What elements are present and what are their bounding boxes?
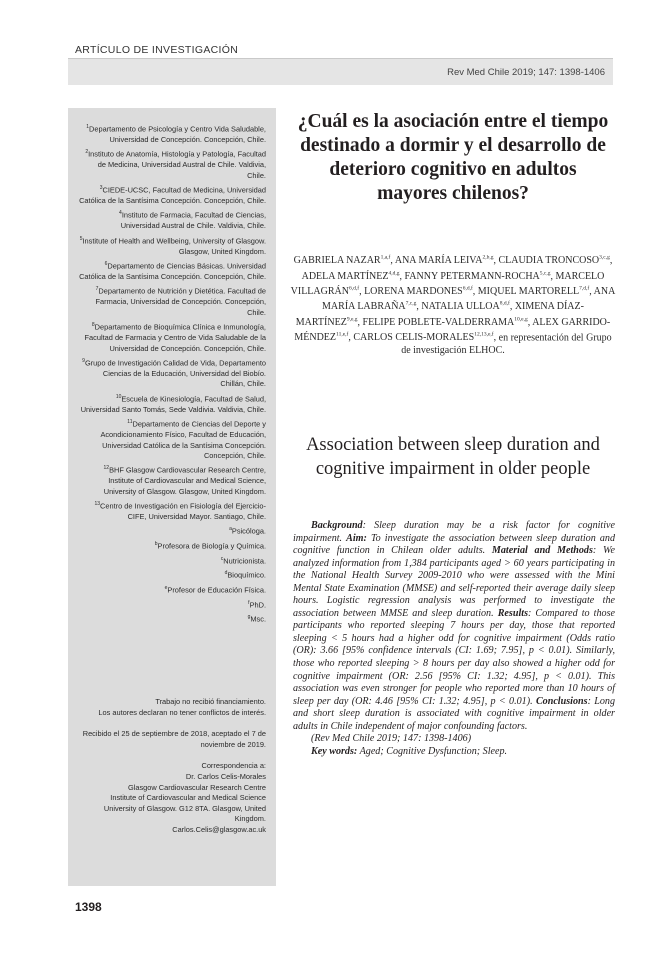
section-label: ARTÍCULO DE INVESTIGACIÓN bbox=[75, 44, 239, 56]
authors-suffix: en representación del Grupo de investigación ELHOC. bbox=[401, 331, 612, 356]
methods-text: : We analyzed information from 1,384 participants aged > 60 years participating in the National Health Survey 2009-2010 who were assessed with the Mini Mental State Examination (MMSE) and self-reported their average daily sleep hours. Logistic regression analysis was performed to investigate the association between MMSE and sleep duration. bbox=[293, 545, 615, 619]
author-affiliation-marker: 3,c,g bbox=[599, 255, 610, 261]
affiliation-text: Bioquímico. bbox=[227, 570, 266, 580]
affiliation-text: Profesora de Biología y Química. bbox=[157, 541, 266, 551]
affiliation-item bbox=[78, 554, 266, 567]
affiliation-text: Departamento de Bioquímica Clínica e Inmunología, Facultad de Farmacia y Centro de Vida Saludable de la Universidad de Concepción. Concepción, Chile. bbox=[84, 322, 266, 353]
affiliation-text: Psicóloga. bbox=[231, 526, 266, 536]
english-title: Association between sleep duration and cognitive impairment in older people bbox=[306, 435, 600, 479]
affiliation-marker: 4 bbox=[119, 210, 122, 217]
author-separator: , bbox=[359, 285, 365, 297]
author-affiliation-marker: 7,c,g bbox=[405, 300, 417, 307]
article-notes bbox=[78, 697, 266, 836]
author-name: FELIPE POBLETE-VALDERRAMA bbox=[362, 316, 515, 328]
affiliation-item bbox=[78, 612, 266, 625]
author-name: ANA MARÍA LEIVA bbox=[394, 255, 483, 267]
correspondence-center: Glasgow Cardiovascular Research Centre bbox=[127, 782, 266, 792]
author-affiliation-marker: 5,c,g bbox=[539, 270, 551, 277]
affiliation-item bbox=[78, 284, 266, 318]
author-separator: , bbox=[472, 285, 478, 297]
affiliation-marker: d bbox=[224, 570, 228, 577]
affiliation-marker: e bbox=[164, 585, 168, 592]
affiliation-item bbox=[78, 122, 266, 146]
affiliation-text: Centro de Investigación en Fisiología del Ejercicio-CIFE, Universidad Mayor. Santiago, Chile. bbox=[100, 501, 266, 522]
author-name: ALEX GARRIDO-MÉNDEZ bbox=[294, 316, 611, 343]
author-affiliation-marker: 7,d,f bbox=[579, 285, 590, 292]
affiliation-marker: b bbox=[154, 541, 158, 548]
background-label: Background bbox=[311, 520, 363, 531]
spanish-title: ¿Cuál es la asociación entre el tiempo destinado a dormir y el desarrollo de deterioro cognitivo en adultos mayores chilenos? bbox=[297, 111, 609, 204]
keywords-label: Key words: bbox=[311, 745, 358, 757]
affiliation-item bbox=[78, 583, 266, 596]
affiliation-marker: g bbox=[247, 614, 251, 621]
affiliation-marker: 6 bbox=[104, 260, 108, 267]
affiliation-marker: 1 bbox=[86, 124, 90, 130]
journal-reference: Rev Med Chile 2019; 147: 1398-1406 bbox=[447, 67, 605, 78]
affiliation-item bbox=[78, 147, 266, 181]
affiliation-marker: 12 bbox=[103, 465, 110, 472]
affiliation-text: Departamento de Ciencias del Deporte y Acondicionamiento Físico, Facultad de Educación, Universidad Católica de la Santísima Concepción. Concepción, Chile. bbox=[100, 419, 266, 461]
correspondence-institute: Institute of Cardiovascular and Medical Science bbox=[110, 793, 266, 803]
affiliation-marker: 5 bbox=[79, 235, 83, 242]
author-affiliation-marker: 1,a,f bbox=[380, 255, 391, 261]
affiliation-text: CIEDE-UCSC, Facultad de Medicina, Universidad Católica de la Santísima Concepción. Concepción, Chile. bbox=[79, 185, 266, 206]
author-separator: , bbox=[493, 255, 499, 267]
author-separator: , bbox=[527, 316, 533, 328]
affiliation-text: Instituto de Farmacia, Facultad de Ciencias, Universidad Austral de Chile. Valdivia, Chile. bbox=[120, 210, 266, 231]
affiliation-marker: c bbox=[220, 555, 224, 562]
conflicts-note: Los autores declaran no tener conflictos de interés. bbox=[98, 707, 266, 717]
affiliation-marker: 13 bbox=[94, 501, 101, 508]
correspondence-email[interactable]: Carlos.Celis@glasgow.ac.uk bbox=[172, 824, 266, 834]
author-affiliation-marker: 9,e,g bbox=[346, 316, 358, 323]
author-name: CLAUDIA TRONCOSO bbox=[498, 255, 600, 267]
aim-label: Aim: bbox=[346, 532, 367, 544]
author-name: GABRIELA NAZAR bbox=[293, 255, 381, 267]
author-names bbox=[291, 255, 616, 343]
affiliation-item bbox=[78, 183, 266, 207]
author-affiliation-marker: 8,d,f bbox=[499, 300, 510, 307]
author-name: LORENA MARDONES bbox=[364, 285, 463, 297]
keywords bbox=[293, 746, 615, 759]
author-separator: , bbox=[357, 316, 363, 328]
affiliation-text: Escuela de Kinesiología, Facultad de Salud, Universidad Santo Tomás, Sede Valdivia. Valdivia, Chile. bbox=[80, 394, 266, 414]
affiliation-text: Departamento de Ciencias Básicas. Universidad Católica de la Santísima Concepción. Concepción, Chile. bbox=[79, 261, 266, 281]
affiliation-text: Profesor de Educación Física. bbox=[167, 585, 266, 595]
affiliation-item bbox=[78, 356, 266, 390]
affiliation-item bbox=[78, 598, 266, 611]
author-affiliation-marker: 12,13,e,f bbox=[474, 331, 494, 338]
affiliation-item bbox=[78, 208, 266, 232]
author-affiliation-marker: 10,e,g bbox=[514, 316, 528, 323]
affiliation-marker: a bbox=[229, 526, 232, 533]
author-separator: , bbox=[348, 331, 354, 343]
author-separator: , bbox=[509, 301, 515, 313]
abstract bbox=[293, 520, 615, 758]
received-date: Recibido el 25 de septiembre de 2018, aceptado el 7 de noviembre de 2019. bbox=[82, 729, 266, 749]
affiliation-item bbox=[78, 320, 266, 354]
author-list bbox=[290, 252, 616, 357]
affiliation-marker: 8 bbox=[91, 321, 95, 328]
affiliation-marker: 11 bbox=[127, 418, 133, 425]
affiliation-marker: 7 bbox=[95, 286, 99, 293]
author-separator: , bbox=[589, 285, 594, 297]
affiliation-item bbox=[78, 539, 266, 552]
author-name: XIMENA DÍAZ-MARTÍNEZ bbox=[295, 301, 584, 328]
author-separator: , bbox=[399, 270, 405, 282]
affiliation-text: Instituto de Anatomía, Histología y Patología, Facultad de Medicina, Universidad Austral de Chile. Valdivia, Chile. bbox=[88, 149, 266, 180]
affiliation-item bbox=[78, 417, 266, 462]
affiliation-text: Institute of Health and Wellbeing, University of Glasgow. Glasgow, United Kingdom. bbox=[82, 236, 266, 256]
author-separator: , bbox=[416, 301, 422, 313]
affiliation-text: Msc. bbox=[250, 614, 266, 624]
affiliation-text: Departamento de Nutrición y Dietética. Facultad de Farmacia, Universidad de Concepción. Concepción, Chile. bbox=[95, 286, 266, 317]
author-affiliation-marker: 6,d,f bbox=[462, 285, 473, 292]
affiliation-marker: f bbox=[248, 599, 250, 606]
correspondence-address: University of Glasgow. G12 8TA. Glasgow, United Kingdom. bbox=[103, 803, 266, 824]
affiliation-marker: 9 bbox=[82, 357, 85, 364]
affiliation-marker: 10 bbox=[115, 393, 122, 400]
results-label: Results bbox=[497, 607, 528, 619]
author-name: MIQUEL MARTORELL bbox=[477, 285, 580, 297]
affiliation-item bbox=[78, 524, 266, 537]
author-name: MARCELO VILLAGRÁN bbox=[290, 270, 605, 297]
abstract-citation: (Rev Med Chile 2019; 147: 1398-1406) bbox=[311, 733, 472, 745]
abstract-body bbox=[293, 520, 615, 733]
affiliation-item bbox=[78, 463, 266, 497]
author-affiliation-marker: 4,d,g bbox=[388, 270, 400, 277]
author-separator: , bbox=[550, 270, 556, 282]
author-name: NATALIA ULLOA bbox=[421, 301, 500, 313]
author-name: ANA MARÍA LABRAÑA bbox=[322, 285, 616, 313]
background-text: : Sleep duration may be a risk factor for cognitive impairment. bbox=[293, 520, 615, 544]
affiliation-item bbox=[78, 568, 266, 581]
affiliation-item bbox=[78, 392, 266, 416]
author-separator: , bbox=[609, 255, 613, 267]
affiliation-text: BHF Glasgow Cardiovascular Research Centre, Institute of Cardiovascular and Medical Science, University of Glasgow. Glasgow, United Kingdom. bbox=[103, 465, 266, 496]
affiliations-list bbox=[78, 122, 266, 627]
author-affiliation-marker: 2,b,g bbox=[482, 255, 494, 261]
author-separator: , bbox=[390, 255, 395, 267]
author-affiliation-marker: 11,e,f bbox=[336, 331, 349, 338]
author-name: ADELA MARTÍNEZ bbox=[301, 270, 389, 282]
journal-header-bar bbox=[68, 58, 613, 85]
conclusions-label: Conclusions bbox=[535, 695, 588, 707]
conclusions-text: : Long and short sleep duration is associated with cognitive impairment in older adults in Chile independent of major confounding factors. bbox=[293, 695, 616, 732]
affiliation-text: PhD. bbox=[249, 600, 266, 610]
author-name: FANNY PETERMANN-ROCHA bbox=[404, 270, 540, 282]
affiliation-marker: 3 bbox=[99, 185, 103, 192]
funding-note: Trabajo no recibió financiamiento. bbox=[155, 697, 266, 706]
affiliation-text: Nutricionista. bbox=[223, 556, 266, 566]
affiliation-item bbox=[78, 259, 266, 283]
affiliation-text: Grupo de Investigación Calidad de Vida, Departamento Ciencias de la Educación, Universidad del Biobío. Chillán, Chile. bbox=[84, 358, 266, 389]
author-separator: , bbox=[493, 331, 499, 343]
results-text: : Compared to those participants who reported sleeping 7 hours per day, those that reported sleeping < 5 hours had a higher odd for cognitive impairment (Odds ratio (OR): 3.66 [95% confidence intervals (CI: 1.69; 7.95], p < 0.01). Similarly, those who reported sleeping > 8 hours per day also showed a higher odd for cognitive impairment (OR: 2.56 [95% CI: 1.32; 4.95], p < 0.01). This association was even stronger for people who reported more than 10 hours of sleep per day (OR: 4.46 [95% CI: 1.32; 4.95], p < 0.01). bbox=[293, 607, 615, 707]
methods-label: Material and Methods bbox=[491, 545, 593, 557]
affiliation-marker: 2 bbox=[85, 149, 89, 156]
affiliation-item bbox=[78, 499, 266, 523]
author-affiliation-marker: 6,d,f bbox=[348, 285, 360, 292]
correspondence-label: Correspondencia a: bbox=[201, 761, 266, 771]
correspondence-name: Dr. Carlos Celis-Morales bbox=[185, 771, 266, 781]
author-name: CARLOS CELIS-MORALES bbox=[353, 331, 475, 343]
page-number: 1398 bbox=[75, 900, 102, 914]
keywords-text: Aged; Cognitive Dysfunction; Sleep. bbox=[357, 745, 508, 757]
affiliation-item bbox=[78, 234, 266, 258]
aim-text: To investigate the association between sleep duration and cognitive function in Chilean older adults. bbox=[293, 532, 615, 557]
affiliation-text: Departamento de Psicología y Centro Vida Saludable, Universidad de Concepción. Concepción, Chile. bbox=[89, 124, 266, 145]
